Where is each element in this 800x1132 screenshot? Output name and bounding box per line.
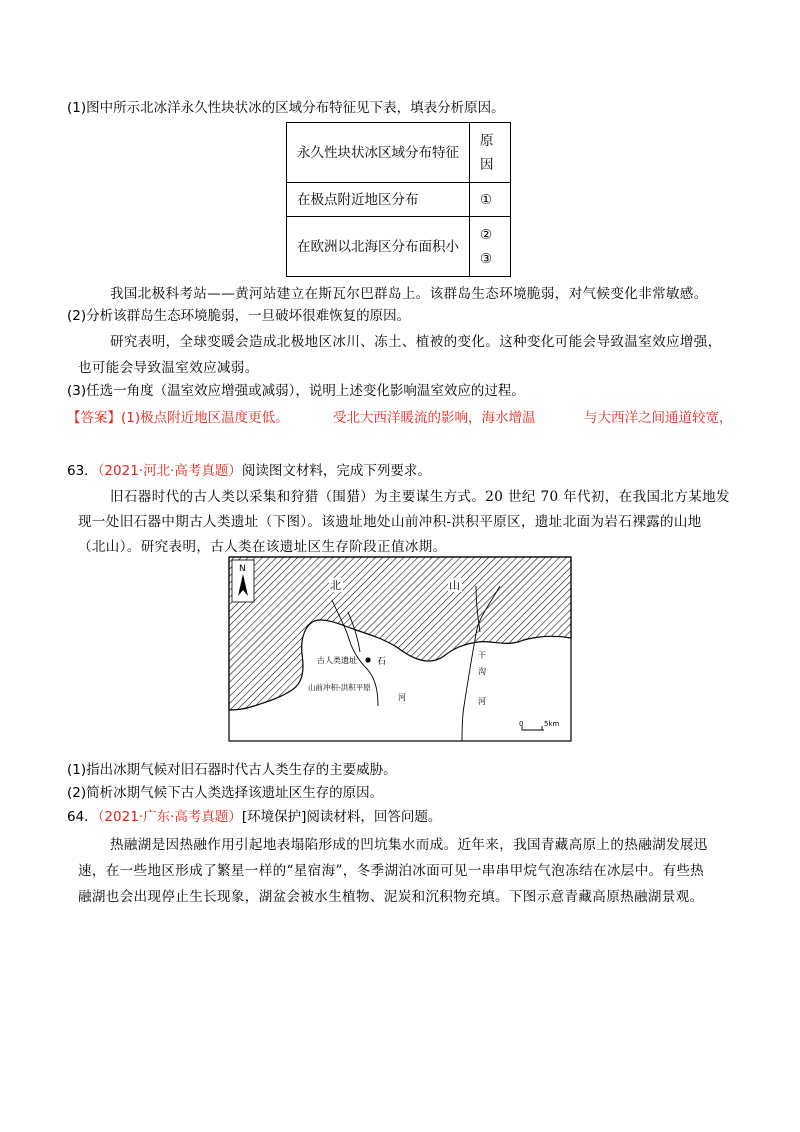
stone-label: 石 — [377, 657, 387, 667]
question-63-sub-1: (1)指出冰期气候对旧石器时代古人类生存的主要威胁。 — [67, 762, 397, 778]
analysis-table — [286, 122, 511, 277]
answer-part-2: 受北大西洋暖流的影响，海水增温 — [333, 410, 536, 426]
answer-line — [67, 406, 289, 426]
question-63-prompt: 阅读图文材料，完成下列要求。 — [241, 463, 431, 479]
question-64-prompt: [环境保护]阅读材料，回答问题。 — [241, 809, 442, 825]
table-cell-feature-1: 在极点附近地区分布 — [287, 183, 470, 217]
material-2-line-1: 研究表明，全球变暖会造成北极地区冰川、冻土、植被的变化。这种变化可能会导致温室效应增强， — [110, 334, 722, 350]
dry-gully-label-he: 河 — [478, 697, 486, 706]
question-63-header — [67, 459, 431, 479]
ancient-site-marker — [365, 657, 370, 662]
reason-2: ② — [480, 226, 493, 243]
dry-gully-label-gan: 干 — [478, 651, 486, 660]
question-64-para-1: 热融湖是因热融作用引起地表塌陷形成的凹坑集水而成。近年来，我国青藏高原上的热融湖发展迅 — [110, 837, 708, 853]
table-cell-reason-2 — [470, 217, 511, 277]
site-label: 古人类遗址 — [317, 656, 357, 665]
answer-part-1: (1)极点附近地区温度更低。 — [121, 410, 289, 426]
answer-part-3: 与大西洋之间通道较宽， — [584, 410, 733, 426]
question-3: (3)任选一角度（温室效应增强或减弱），说明上述变化影响温室效应的过程。 — [67, 383, 525, 399]
question-63-number: 63． — [67, 463, 98, 479]
answer-tag: 【答案】 — [67, 410, 121, 426]
table-header-reason: 原因 — [470, 123, 511, 183]
question-63-source: （2021·河北·高考真题） — [97, 463, 242, 479]
question-64-header — [67, 805, 441, 825]
question-2: (2)分析该群岛生态环境脆弱，一旦破坏很难恢复的原因。 — [67, 308, 411, 324]
scale-label-0: 0 — [519, 720, 524, 728]
mountain-label-2: 山 — [449, 579, 460, 592]
question-1: (1)图中所示北冰洋永久性块状冰的区域分布特征见下表，填表分析原因。 — [67, 100, 505, 116]
site-map — [228, 556, 572, 742]
material-2-line-2: 也可能会导致温室效应减弱。 — [78, 360, 259, 376]
question-63-para-3: （北山）。研究表明，古人类在该遗址区生存阶段正值冰期。 — [78, 539, 447, 555]
north-label: N — [239, 564, 246, 574]
question-64-source: （2021·广东·高考真题） — [97, 809, 242, 825]
dry-gully-label-gou: 沟 — [478, 667, 486, 676]
reason-3: ③ — [480, 250, 493, 267]
question-64-number: 64． — [67, 809, 98, 825]
table-cell-feature-2: 在欧洲以北海区分布面积小 — [287, 217, 470, 277]
question-64-para-3: 融湖也会出现停止生长现象，湖盆会被水生植物、泥炭和沉积物充填。下图示意青藏高原热融湖景观。 — [78, 889, 704, 905]
mountain-label-1: 北 — [330, 579, 341, 592]
question-63-sub-2: (2)简析冰期气候下古人类选择该遗址区生存的原因。 — [67, 785, 384, 801]
question-64-para-2: 速，在一些地区形成了繁星一样的“星宿海”，冬季湖泊冰面可见一串串甲烷气泡冻结在冰层中。有些热 — [78, 863, 705, 879]
question-63-para-1: 旧石器时代的古人类以采集和狩猎（围猎）为主要谋生方式。20 世纪 70 年代初，在我国北方某地发 — [110, 489, 730, 505]
table-header-feature: 永久性块状冰区域分布特征 — [287, 123, 470, 183]
table-cell-reason-1: ① — [470, 183, 511, 217]
river-label: 河 — [398, 693, 406, 702]
material-1: 我国北极科考站——黄河站建立在斯瓦尔巴群岛上。该群岛生态环境脆弱，对气候变化非常敏感。 — [110, 286, 708, 302]
question-63-para-2: 现一处旧石器中期古人类遗址（下图）。该遗址地处山前冲积-洪积平原区，遗址北面为岩石裸露的山地 — [78, 514, 702, 530]
plain-label: 山前冲积-洪积平原 — [308, 683, 371, 692]
scale-label-5km: 5km — [544, 720, 560, 728]
